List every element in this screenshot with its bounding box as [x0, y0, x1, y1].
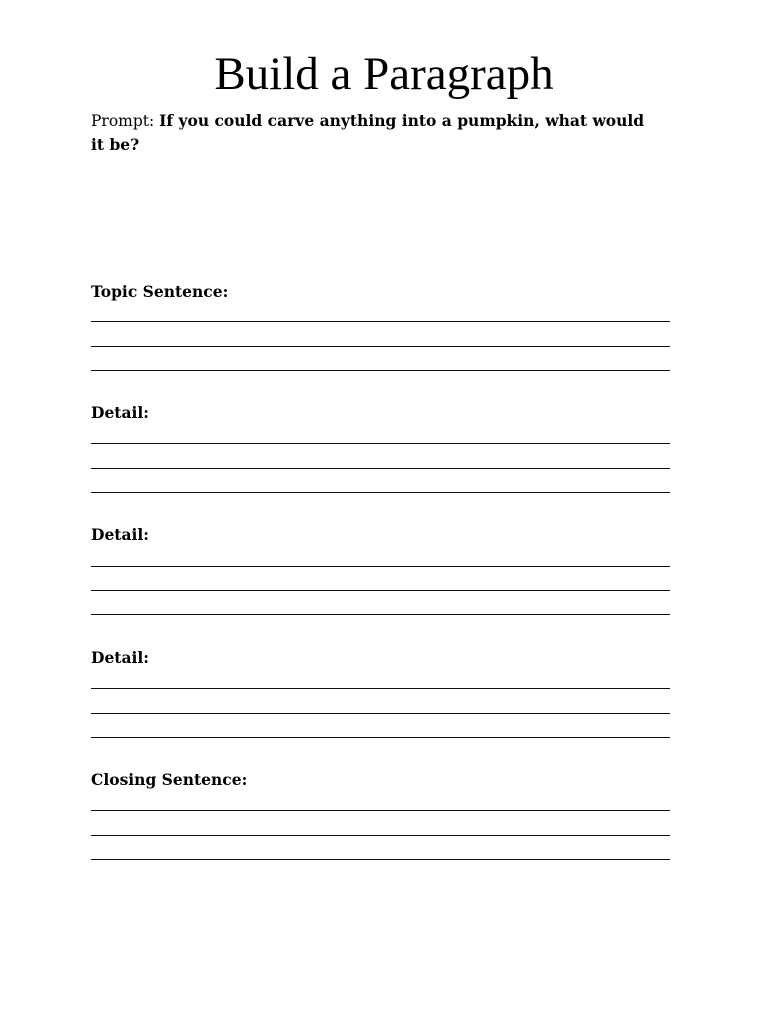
section-label-detail-2: Detail:	[91, 525, 150, 544]
page-title: Build a Paragraph	[214, 48, 554, 100]
writing-line[interactable]	[91, 468, 670, 469]
writing-line[interactable]	[91, 346, 670, 347]
writing-line[interactable]	[91, 737, 670, 738]
writing-line[interactable]	[91, 859, 670, 860]
writing-line[interactable]	[91, 566, 670, 567]
section-label-detail-1: Detail:	[91, 403, 150, 422]
writing-line[interactable]	[91, 370, 670, 371]
writing-line[interactable]	[91, 492, 670, 493]
section-label-topic-sentence: Topic Sentence:	[91, 282, 229, 301]
writing-line[interactable]	[91, 590, 670, 591]
writing-line[interactable]	[91, 321, 670, 322]
prompt	[91, 109, 651, 157]
section-label-closing-sentence: Closing Sentence:	[91, 770, 248, 789]
writing-line[interactable]	[91, 614, 670, 615]
writing-line[interactable]	[91, 810, 670, 811]
prompt-label: Prompt:	[91, 112, 160, 130]
section-label-detail-3: Detail:	[91, 648, 150, 667]
writing-line[interactable]	[91, 688, 670, 689]
writing-line[interactable]	[91, 713, 670, 714]
writing-line[interactable]	[91, 835, 670, 836]
prompt-question: If you could carve anything into a pumpkin, what would it be?	[91, 111, 645, 154]
writing-line[interactable]	[91, 443, 670, 444]
